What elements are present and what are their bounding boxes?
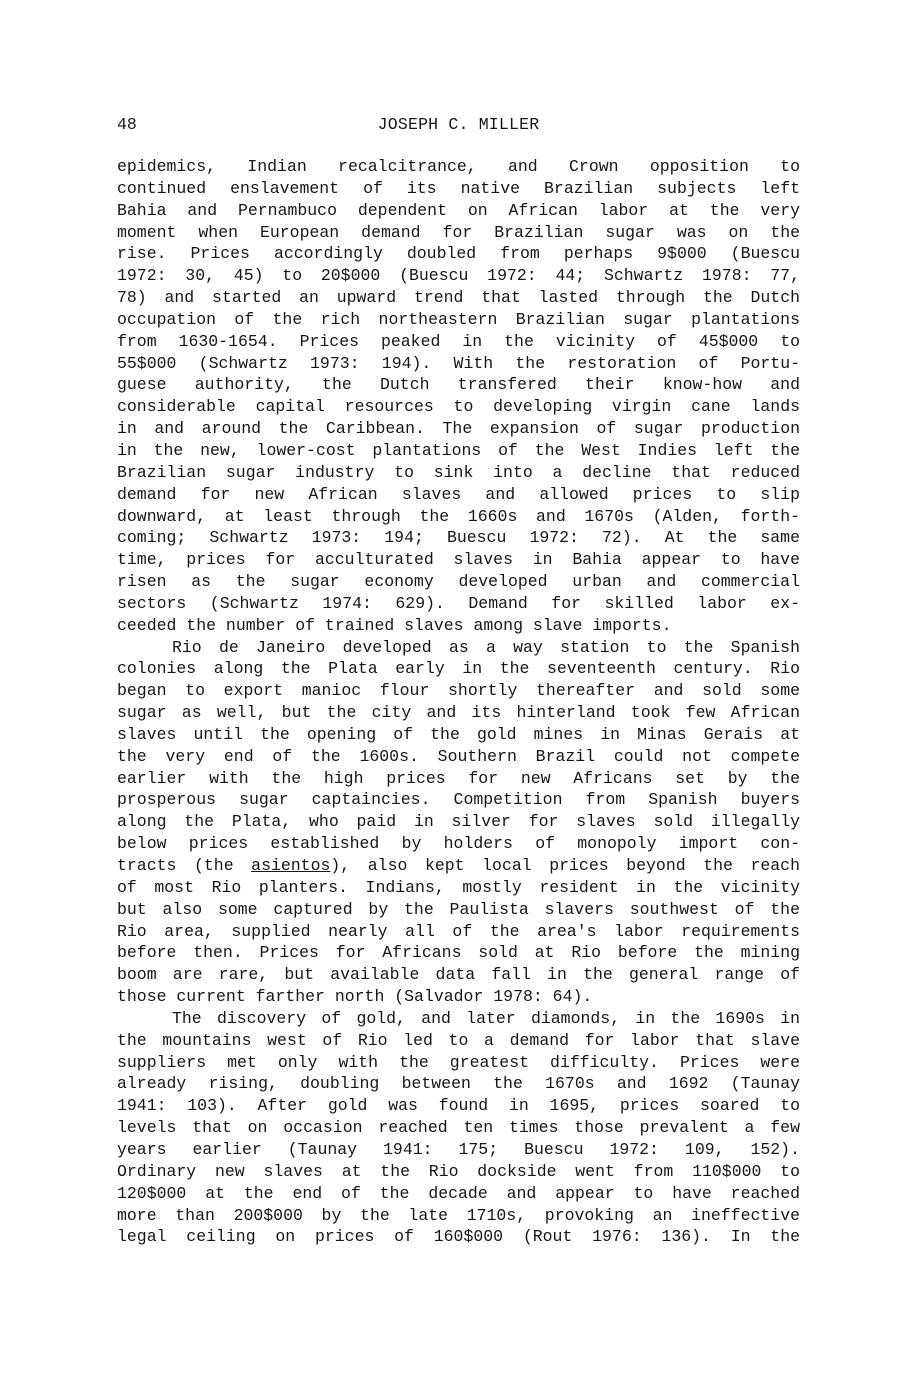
paragraph-1 [117, 156, 800, 637]
text-line: continued enslavement of its native Brazilian subjects left [117, 178, 800, 198]
text-line: sugar as well, but the city and its hinterland took few African [117, 703, 800, 723]
text-line: earlier with the high prices for new Africans set by the [117, 768, 800, 788]
text-line: in the new, lower-cost plantations of the West Indies left the [117, 440, 800, 460]
text-line: in and around the Caribbean. The expansion of sugar production [117, 419, 800, 439]
text-line: along the Plata, who paid in silver for slaves sold illegally [117, 812, 800, 832]
text-line: 1972: 30, 45) to 20$000 (Buescu 1972: 44; Schwartz 1978: 77, [117, 266, 800, 286]
text-line: demand for new African slaves and allowed prices to slip [117, 484, 800, 504]
text-line: the mountains west of Rio led to a demand for labor that slave [117, 1030, 800, 1050]
text-line: of most Rio planters. Indians, mostly resident in the vicinity [117, 877, 800, 897]
text-line: from 1630-1654. Prices peaked in the vicinity of 45$000 to [117, 331, 800, 351]
text-line: risen as the sugar economy developed urban and commercial [117, 572, 800, 592]
text-line: those current farther north (Salvador 1978: 64). [117, 987, 593, 1007]
text-line: prosperous sugar captaincies. Competition from Spanish buyers [117, 790, 800, 810]
text-line: tracts (the asientos), also kept local prices beyond the reach [117, 856, 800, 875]
text-line: Bahia and Pernambuco dependent on African labor at the very [117, 200, 800, 220]
text-line: began to export manioc flour shortly thereafter and sold some [117, 681, 800, 701]
paragraph-3 [117, 1008, 800, 1248]
text-line: Rio area, supplied nearly all of the area's labor requirements [117, 921, 800, 941]
page-number: 48 [117, 115, 137, 134]
text-line: occupation of the rich northeastern Brazilian sugar plantations [117, 309, 800, 329]
text-line: Brazilian sugar industry to sink into a decline that reduced [117, 462, 800, 482]
text-line: sectors (Schwartz 1974: 629). Demand for skilled labor ex- [117, 593, 800, 613]
text-line: colonies along the Plata early in the seventeenth century. Rio [117, 659, 800, 679]
text-line: Ordinary new slaves at the Rio dockside went from 110$000 to [117, 1161, 800, 1181]
text-line: epidemics, Indian recalcitrance, and Crown opposition to [117, 157, 800, 176]
text-line: below prices established by holders of monopoly import con- [117, 834, 800, 854]
text-line: boom are rare, but available data fall in the general range of [117, 965, 800, 985]
text-line: time, prices for acculturated slaves in Bahia appear to have [117, 550, 800, 570]
body-text [117, 156, 800, 1248]
text-line: coming; Schwartz 1973: 194; Buescu 1972: 72). At the same [117, 528, 800, 548]
page-header [117, 114, 800, 136]
text-line: 1941: 103). After gold was found in 1695, prices soared to [117, 1096, 800, 1116]
paragraph-2 [117, 637, 800, 1008]
text-line: the very end of the 1600s. Southern Brazil could not compete [117, 746, 800, 766]
text-line: 55$000 (Schwartz 1973: 194). With the restoration of Portu- [117, 353, 800, 373]
text-line: considerable capital resources to developing virgin cane lands [117, 397, 800, 417]
running-head: JOSEPH C. MILLER [377, 115, 540, 134]
text-line: more than 200$000 by the late 1710s, provoking an ineffective [117, 1205, 800, 1225]
text-line: ceeded the number of trained slaves among slave imports. [117, 615, 672, 635]
text-line: Rio de Janeiro developed as a way station to the Spanish [172, 637, 800, 657]
text-line: rise. Prices accordingly doubled from perhaps 9$000 (Buescu [117, 244, 800, 264]
text-line: downward, at least through the 1660s and 1670s (Alden, forth- [117, 506, 800, 526]
text-line: legal ceiling on prices of 160$000 (Rout 1976: 136). In the [117, 1227, 800, 1247]
text-line: years earlier (Taunay 1941: 175; Buescu 1972: 109, 152). [117, 1139, 800, 1159]
text-line: slaves until the opening of the gold mines in Minas Gerais at [117, 724, 800, 744]
text-line: guese authority, the Dutch transfered their know-how and [117, 375, 800, 395]
text-line: 78) and started an upward trend that lasted through the Dutch [117, 288, 800, 308]
text-line: moment when European demand for Brazilian sugar was on the [117, 222, 800, 242]
text-line: but also some captured by the Paulista slavers southwest of the [117, 899, 800, 919]
text-line: levels that on occasion reached ten times those prevalent a few [117, 1118, 800, 1138]
text-line: 120$000 at the end of the decade and appear to have reached [117, 1183, 800, 1203]
text-line: suppliers met only with the greatest difficulty. Prices were [117, 1052, 800, 1072]
text-line: already rising, doubling between the 1670s and 1692 (Taunay [117, 1074, 800, 1094]
text-line: before then. Prices for Africans sold at Rio before the mining [117, 943, 800, 963]
text-line: The discovery of gold, and later diamonds, in the 1690s in [172, 1008, 800, 1028]
